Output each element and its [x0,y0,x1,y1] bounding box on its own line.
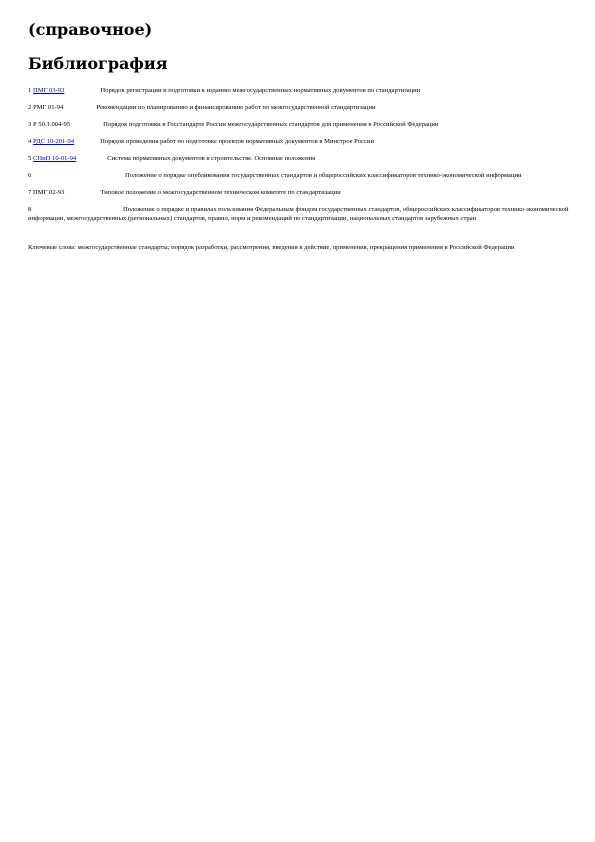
entry-title: Порядок проведения работ по подготовке проектов нормативных документов в Минстрое России [100,138,375,145]
entry-number: 8 [28,206,32,213]
entry-number: 1 [28,87,32,94]
document-code: Р 50.1.004-95 [32,121,71,128]
keywords: Ключевые слова: межгосударственные стандарты; порядок разработки, рассмотрения, введения в действие, применения, прекращения применения в Российской Федерации [28,244,515,251]
annex-note: (справочное) [28,20,153,39]
document-code-link[interactable]: СНиП 10-01-94 [32,155,77,162]
entry-number: 5 [28,155,32,162]
document-code-link[interactable]: ПМГ 03-93 [32,87,65,94]
entry-title: Положение о порядке и правилах пользования Федеральным фондом государственных стандартов, общероссийских классификаторов технико-экономической информации, межгосударственных (региональных) стандартов, правил, норм и рекомендаций по стандартизации, национальных стандартов зарубежных стран [28,206,569,222]
entry-number: 6 [28,172,32,179]
bibliography-entry [28,171,573,180]
bibliography-entry [28,103,573,112]
entry-number: 2 [28,104,32,111]
bibliography-entry [28,86,573,95]
bibliography-entry [28,154,573,163]
bibliography-entry [28,205,573,223]
bibliography-list [28,86,573,223]
document-code: ПМГ 02-93 [32,189,65,196]
section-title: Библиография [28,54,168,73]
entry-number: 3 [28,121,32,128]
bibliography-entry [28,188,573,197]
entry-title: Положение о порядке опубликования государственных стандартов и общероссийских классификаторов технико-экономической информации [124,172,522,179]
entry-title: Система нормативных документов в строительстве. Основные положения [107,155,316,162]
entry-title: Порядок регистрации и подготовки к изданию межгосударственных нормативных документов по стандартизации [100,87,421,94]
entry-title: Типовое положение о межгосударственном техническом комитете по стандартизации [100,189,341,196]
document-page [28,20,573,252]
document-code: РМГ 01-94 [32,104,64,111]
entry-title: Рекомендации по планированию и финансированию работ по межгосударственной стандартизации [96,104,376,111]
entry-title: Порядок подготовки в Госстандарте России межгосударственных стандартов для применения в Российской Федерации [103,121,439,128]
entry-number: 7 [28,189,32,196]
bibliography-entry [28,137,573,146]
entry-number: 4 [28,138,32,145]
bibliography-entry [28,120,573,129]
document-code-link[interactable]: РДС 10-201-94 [32,138,75,145]
